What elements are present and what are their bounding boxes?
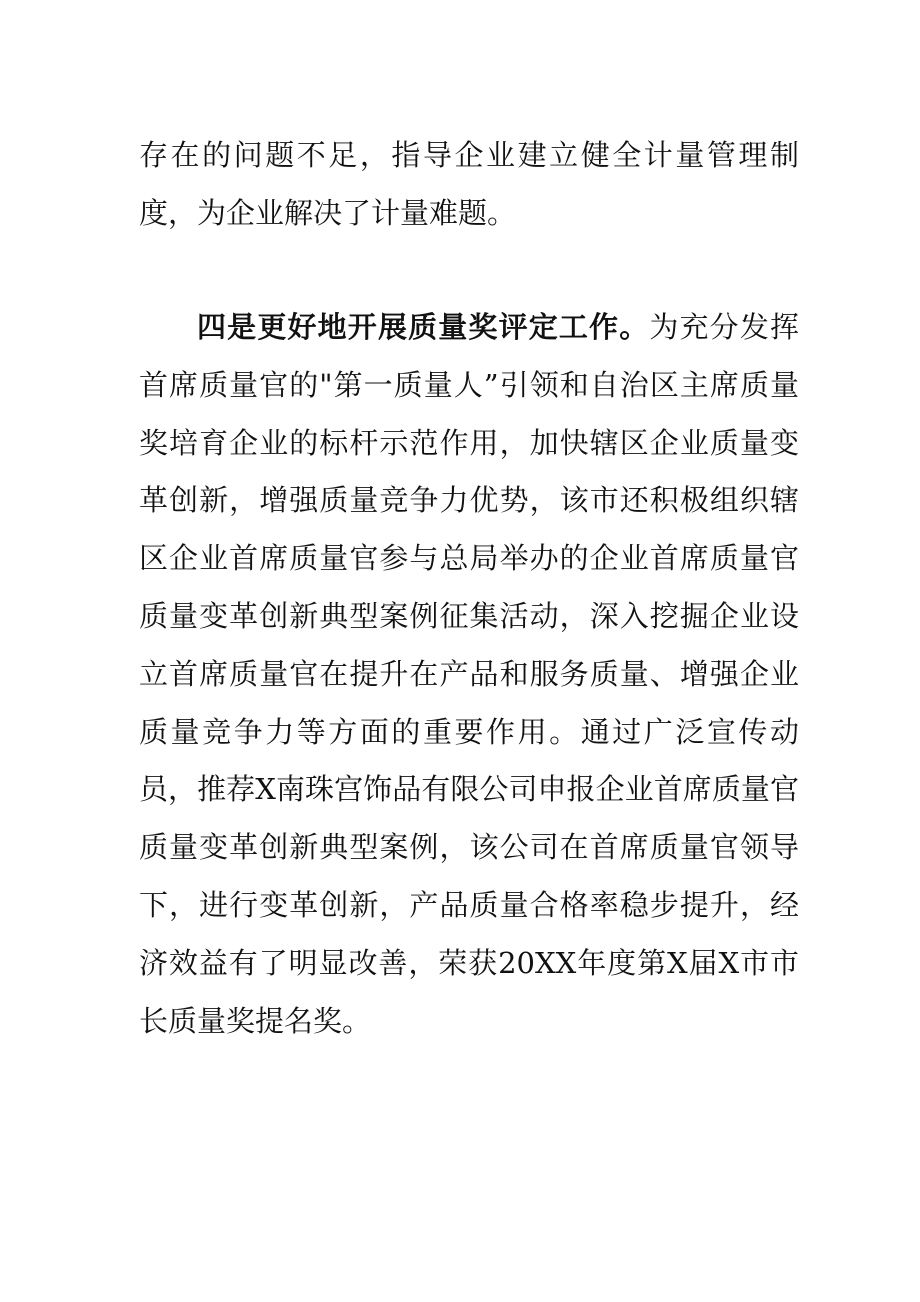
paragraph-lead-heading: 四是更好地开展质量奖评定工作。 bbox=[197, 310, 650, 344]
paragraph-quality-award bbox=[139, 299, 799, 1050]
paragraph-body-text: 为充分发挥首席质量官的"第一质量人”引领和自治区主席质量奖培育企业的标杆示范作用，加快辖区企业质量变革创新，增强质量竞争力优势，该市还积极组织辖区企业首席质量官参与总局举办的企业首席质量官质量变革创新典型案例征集活动，深入挖掘企业设立首席质量官在提升在产品和服务质量、增强企业质量竞争力等方面的重要作用。通过广泛宣传动员，推荐X南珠宫饰品有限公司申报企业首席质量官质量变革创新典型案例，该公司在首席质量官领导下，进行变革创新，产品质量合格率稳步提升，经济效益有了明显改善，荣获20XX年度第X届X市市长质量奖提名奖。 bbox=[139, 310, 799, 1038]
paragraph-continued: 存在的问题不足，指导企业建立健全计量管理制度，为企业解决了计量难题。 bbox=[139, 138, 799, 230]
